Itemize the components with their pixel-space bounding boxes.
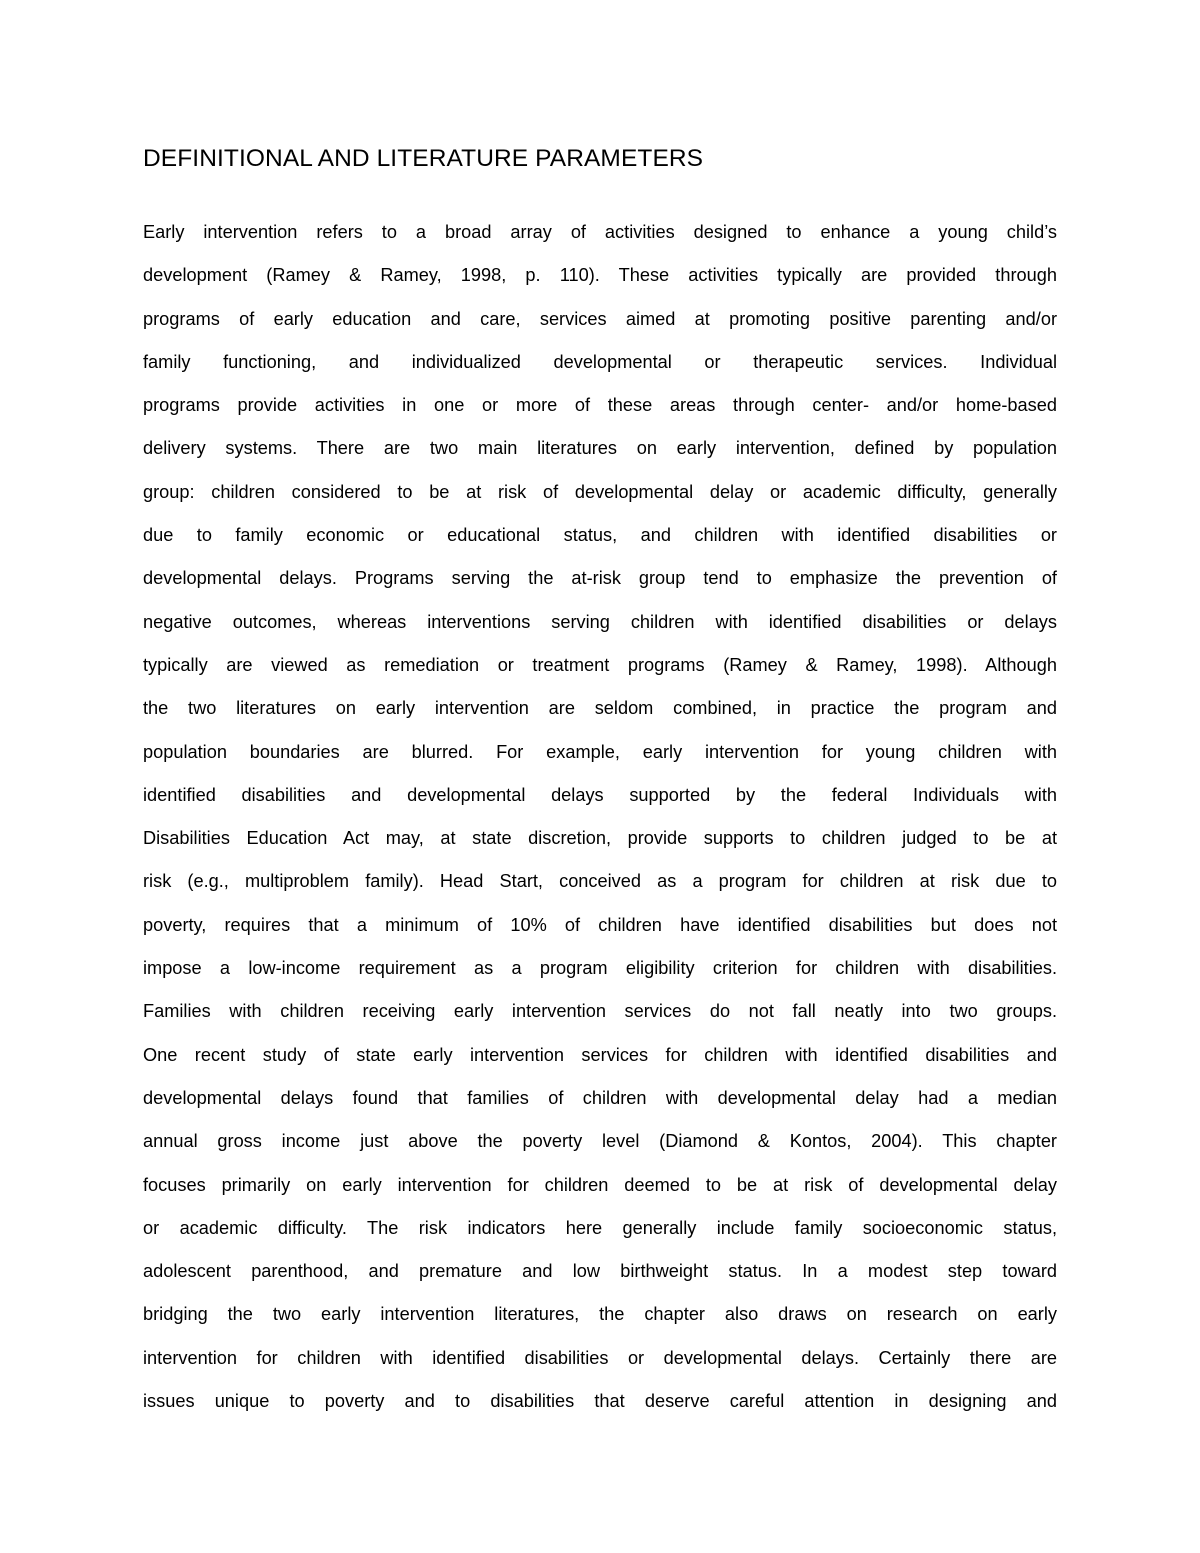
paragraph-line: the two literatures on early intervention are seldom combined, in practice the program and bbox=[143, 698, 1057, 719]
section-heading: DEFINITIONAL AND LITERATURE PARAMETERS bbox=[143, 145, 704, 172]
paragraph-line: negative outcomes, whereas interventions serving children with identified disabilities or delays bbox=[143, 611, 1057, 632]
paragraph-line: developmental delays found that families of children with developmental delay had a median bbox=[143, 1087, 1057, 1108]
paragraph-line: annual gross income just above the poverty level (Diamond & Kontos, 2004). This chapter bbox=[143, 1131, 1057, 1152]
paragraph-line: One recent study of state early intervention services for children with identified disabilities and bbox=[143, 1044, 1057, 1065]
paragraph-line: typically are viewed as remediation or treatment programs (Ramey & Ramey, 1998). Although bbox=[143, 654, 1057, 675]
paragraph-line: issues unique to poverty and to disabilities that deserve careful attention in designing and bbox=[143, 1391, 1057, 1412]
paragraph-line: Families with children receiving early intervention services do not fall neatly into two groups. bbox=[143, 1001, 1057, 1022]
body-paragraph bbox=[143, 211, 1057, 1423]
paragraph-line: development (Ramey & Ramey, 1998, p. 110). These activities typically are provided through bbox=[143, 265, 1057, 286]
paragraph-line: impose a low-income requirement as a program eligibility criterion for children with disabilities. bbox=[143, 958, 1057, 979]
paragraph-line: Early intervention refers to a broad array of activities designed to enhance a young child’s bbox=[143, 222, 1057, 242]
paragraph-line: Disabilities Education Act may, at state discretion, provide supports to children judged to be at bbox=[143, 828, 1057, 849]
paragraph-line: family functioning, and individualized developmental or therapeutic services. Individual bbox=[143, 351, 1057, 372]
paragraph-line: or academic difficulty. The risk indicators here generally include family socioeconomic status, bbox=[143, 1217, 1057, 1238]
paragraph-line: bridging the two early intervention literatures, the chapter also draws on research on early bbox=[143, 1304, 1057, 1325]
paragraph-line: intervention for children with identified disabilities or developmental delays. Certainly there are bbox=[143, 1347, 1057, 1368]
paragraph-line: due to family economic or educational status, and children with identified disabilities or bbox=[143, 525, 1057, 546]
paragraph-line: programs provide activities in one or more of these areas through center- and/or home-based bbox=[143, 395, 1057, 416]
paragraph-line: adolescent parenthood, and premature and low birthweight status. In a modest step toward bbox=[143, 1261, 1057, 1282]
paragraph-line: programs of early education and care, services aimed at promoting positive parenting and/or bbox=[143, 308, 1057, 329]
paragraph-line: population boundaries are blurred. For example, early intervention for young children with bbox=[143, 741, 1057, 762]
paragraph-line: risk (e.g., multiproblem family). Head Start, conceived as a program for children at risk due to bbox=[143, 871, 1057, 892]
paragraph-line: group: children considered to be at risk of developmental delay or academic difficulty, generally bbox=[143, 481, 1057, 502]
paragraph-line: focuses primarily on early intervention for children deemed to be at risk of developmental delay bbox=[143, 1174, 1057, 1195]
paragraph-line: delivery systems. There are two main literatures on early intervention, defined by population bbox=[143, 438, 1057, 459]
paragraph-line: developmental delays. Programs serving the at-risk group tend to emphasize the prevention of bbox=[143, 568, 1057, 589]
paragraph-line: poverty, requires that a minimum of 10% of children have identified disabilities but does not bbox=[143, 914, 1057, 935]
paragraph-line: identified disabilities and developmental delays supported by the federal Individuals with bbox=[143, 784, 1057, 805]
